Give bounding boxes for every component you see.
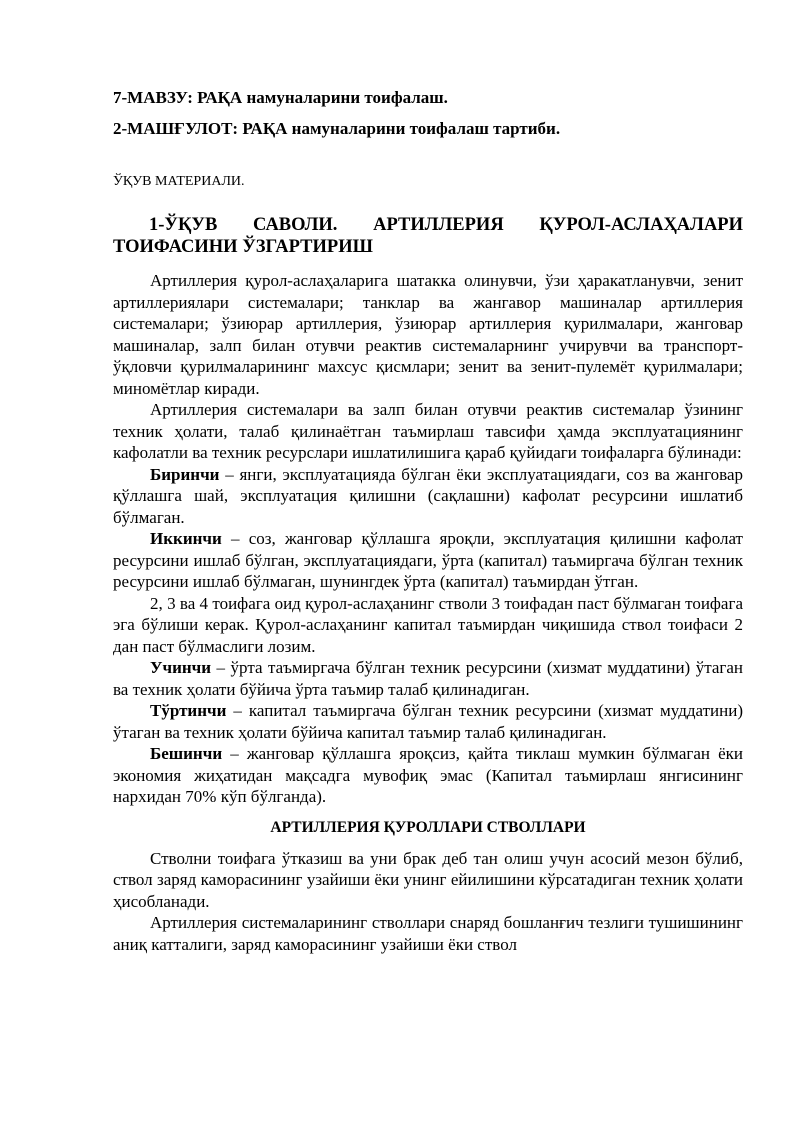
question-title: 1-ЎҚУВ САВОЛИ. АРТИЛЛЕРИЯ ҚУРОЛ-АСЛАҲАЛАРИ ТОИФАСИНИ ЎЗГАРТИРИШ [113, 215, 743, 257]
paragraph: Артиллерия системаларининг стволлари снаряд бошланғич тезлиги тушишининг аниқ катталиги, заряд каморасининг узайиши ёки ствол [113, 913, 743, 954]
section-heading: АРТИЛЛЕРИЯ ҚУРОЛЛАРИ СТВОЛЛАРИ [270, 818, 586, 836]
category-text: – жанговар қўллашга яроқсиз, қайта тиклаш мумкин бўлмаган ёки экономия жиҳатидан мақсадга мувофиқ эмас (Капитал таъмирлаш янгисининг нархидан 70% кўп бўлганда). [113, 744, 743, 806]
category-term: Бешинчи [150, 744, 223, 763]
category-paragraph-3 [113, 657, 743, 700]
paragraph: Артиллерия системалари ва залп билан отувчи реактив системалар ўзининг техник ҳолати, талаб қилинаётган таъмирлаш тавсифи ҳамда эксплуатациянинг кафолатли ва техник ресурслари ишлатилишига қараб қуйидаги тоифаларга бўлинади: [113, 400, 743, 462]
paragraph: Стволни тоифага ўтказиш ва уни брак деб тан олиш учун асосий мезон бўлиб, ствол заряд каморасининг узайиши ёки унинг ейилишини кўрсатадиган техник ҳолати ҳисобланади. [113, 848, 743, 911]
document-body [113, 270, 743, 955]
paragraph: Артиллерия қурол-аслаҳаларига шатакка олинувчи, ўзи ҳаракатланувчи, зенит артиллериялари системалари; танклар ва жангавор машиналар артиллерия системалари; ўзиюрар артиллерия, ўзиюрар артиллерия қурилмалари, жанговар машиналар, залп билан отувчи реактив системаларнинг учирувчи ва транспорт-ўқловчи қурилмаларининг махсус қисмлари; зенит ва зенит-пулемёт қурилмалари; миномётлар киради. [113, 271, 743, 398]
material-label: ЎҚУВ МАТЕРИАЛИ. [113, 174, 245, 189]
category-text: – соз, жанговар қўллашга яроқли, эксплуатация қилишни кафолат ресурсини ишлаб бўлган, эксплуатациядаги, ўрта (капитал) таъмиргача бўлган техник ресурсини ишлаб бўлмаган, шунингдек ўрта (капитал) таъмирдан ўтган. [113, 529, 743, 591]
paragraph: 2, 3 ва 4 тоифага оид қурол-аслаҳанинг стволи 3 тоифадан паст бўлмаган тоифага эга бўлиши керак. Қурол-аслаҳанинг капитал таъмирдан чиқишида ствол тоифаси 2 дан паст бўлмаслиги лозим. [113, 593, 743, 656]
topic-heading: 7-МАВЗУ: РАҚА намуналарини тоифалаш. [113, 88, 448, 107]
lesson-heading: 2-МАШҒУЛОТ: РАҚА намуналарини тоифалаш тартиби. [113, 119, 561, 138]
category-paragraph-1 [113, 464, 743, 529]
category-paragraph-2 [113, 528, 743, 593]
category-term: Иккинчи [150, 529, 222, 548]
category-term: Биринчи [150, 464, 220, 484]
category-paragraph-5 [113, 743, 743, 808]
category-term: Учинчи [150, 658, 212, 677]
category-term: Тўртинчи [150, 701, 227, 720]
category-text: – ўрта таъмиргача бўлган техник ресурсини (хизмат муддатини) ўтаган ва техник ҳолати бўйича ўрта таъмир талаб қилинадиган. [113, 658, 743, 699]
category-text: – капитал таъмиргача бўлган техник ресурсини (хизмат муддатини) ўтаган ва техник ҳолати бўйича капитал таъмир талаб қилинадиган. [113, 701, 743, 742]
category-paragraph-4 [113, 700, 743, 743]
category-text: – янги, эксплуатацияда бўлган ёки эксплуатациядаги, соз ва жанговар қўллашга шай, эксплуатация қилишни (сақлашни) кафолат ресурсини ишлатиб бўлмаган. [113, 464, 743, 527]
